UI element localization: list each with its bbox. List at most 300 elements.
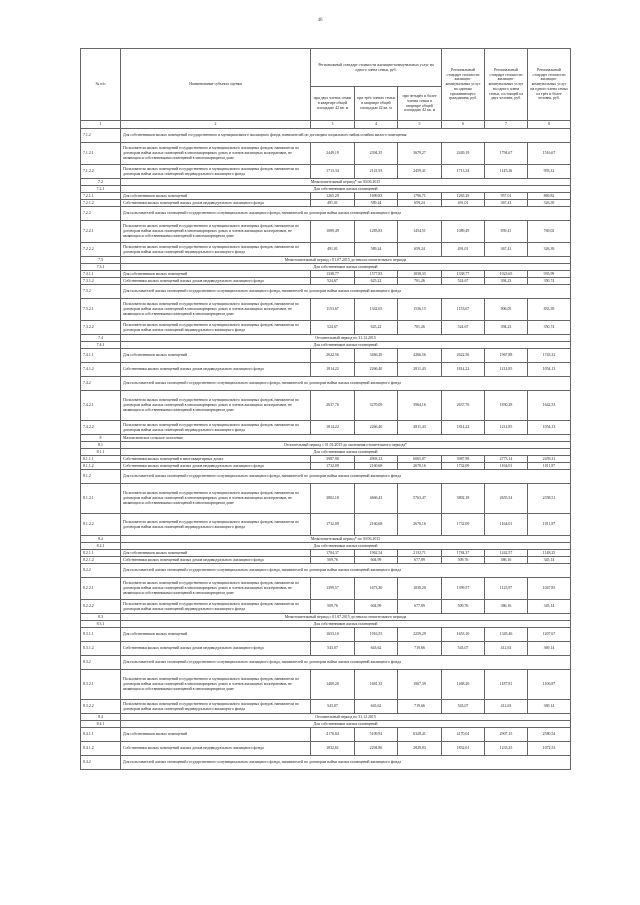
row-code: 8.2.2.1 (81, 578, 121, 600)
section-title: Отопительный период по 31.12.2015 (121, 335, 571, 342)
row-value: 4903,13 (355, 456, 398, 463)
row-code: 7.2 (81, 179, 121, 186)
row-value: 1399,57 (442, 578, 485, 600)
note-text: Для пользователей жилых помещений государственного и муниципального жилищного фонда, нанимателей по договорам найма жилых помещений жилищного фонда (121, 756, 571, 770)
row-label: Пользователи жилых помещений государственного и муниципального жилищных фондов, наниматели по договорам найма жилых помещений в многоквартирных домах и членов жилищных кооперативов, не являющихся собственниками помещений в многоквартирном доме (121, 670, 311, 700)
row-value: 3987,98 (442, 456, 485, 463)
row-code: 7.4.2.2 (81, 421, 121, 435)
row-code: 8.2.1.1 (81, 550, 121, 557)
row-label: Пользователи жилых помещений государственного и муниципального жилищных фондов, наниматели по договорам найма жилых помещений в многоквартирных домах и членов жилищных кооперативов, не являющихся собственниками помещений в многоквартирном доме (121, 143, 311, 165)
row-value: 350,74 (528, 278, 571, 285)
row-code: 8.3 (81, 614, 121, 621)
row-label: Для собственников жилых помещений (121, 193, 311, 200)
row-value: 4170,04 (311, 728, 355, 742)
col-header-8: Региональный стандарт стоимости жилищно-коммунальных услуг на одного члена семьи из трёх и более человек, руб. (528, 49, 571, 121)
row-value: 1338,77 (442, 271, 485, 278)
row-value: 543,07 (311, 642, 355, 656)
row-code: 7.3.2.2 (81, 321, 121, 335)
row-value: 1454,51 (398, 221, 442, 243)
table-row (81, 700, 571, 714)
table-body (81, 129, 571, 770)
note-text: Для собственников жилых помещений государственного и муниципального жилищного фонда, нанимателей по договорам социального найма и найма жилого помещения (121, 129, 571, 143)
row-value: 2358,51 (528, 484, 571, 514)
row-value: 345,14 (528, 557, 571, 564)
col-index: 6 (442, 121, 485, 129)
row-label: Собственники жилых помещений в многоквартирных домах (121, 456, 311, 463)
row-value: 1642,53 (528, 391, 571, 421)
row-value: 5109,92 (355, 728, 398, 742)
row-value: 524,67 (311, 321, 355, 335)
row-label: Пользователи жилых помещений государственного и муниципального жилищных фондов, наниматели по договорам найма жилых помещений в многоквартирных домах и членов жилищных кооперативов, не являющихся собственниками помещений в многоквартирном доме (121, 391, 311, 421)
row-value: 1089,49 (311, 221, 355, 243)
section-row (81, 264, 571, 271)
table-row (81, 321, 571, 335)
col-index: 4 (355, 121, 398, 129)
row-value: 719,66 (398, 700, 442, 714)
row-code: 8.2.1.2 (81, 557, 121, 564)
row-value: 1468,20 (442, 670, 485, 700)
row-value: 625,22 (355, 278, 398, 285)
row-label: Для собственников жилых помещений (121, 628, 311, 642)
row-value: 2459,41 (398, 165, 442, 179)
row-value: 1784,37 (311, 550, 355, 557)
row-value: 394,23 (485, 321, 528, 335)
row-label: Для собственников жилых помещений (121, 550, 311, 557)
section-row (81, 342, 571, 349)
row-value: 1242,57 (485, 550, 528, 557)
row-value: 1814,22 (311, 363, 355, 377)
row-code: 7.4.1.1 (81, 349, 121, 363)
row-label: Пользователи жилых помещений государственного и муниципального жилищных фондов, наниматели по договорам найма жилых помещений индивидуального жилищного фонда (121, 321, 311, 335)
row-label: Для собственников жилых помещений (121, 271, 311, 278)
section-row (81, 543, 571, 550)
row-value: 2773,14 (485, 456, 528, 463)
note-text: Для пользователей жилых помещений государственного и муниципального жилищного фонда, нанимателей по договорам найма жилых помещений жилищного фонда (121, 207, 571, 221)
row-value: 1283,83 (355, 221, 398, 243)
note-text: Для пользователей жилых помещений государственного и муниципального жилищного фонда, нанимателей по договорам найма жилых помещений жилищного фонда (121, 377, 571, 391)
row-value: 491,01 (311, 200, 355, 207)
row-value: 1796,71 (398, 193, 442, 200)
table-row (81, 484, 571, 514)
row-value: 1072,53 (528, 742, 571, 756)
row-code: 8.2.2.2 (81, 600, 121, 614)
row-value: 1732,09 (311, 463, 355, 470)
table-row (81, 271, 571, 278)
row-value: 1345,46 (485, 628, 528, 642)
row-code: 8.1.2.2 (81, 514, 121, 536)
row-value: 1673,30 (355, 578, 398, 600)
row-value: 2637,76 (442, 391, 485, 421)
row-value: 386,16 (485, 557, 528, 564)
row-value: 604,99 (355, 600, 398, 614)
row-code: 7.3.2 (81, 285, 121, 299)
row-value: 2160,68 (355, 514, 398, 536)
row-label: Для собственников жилых помещений (121, 728, 311, 742)
note-row (81, 656, 571, 670)
row-value: 345,14 (528, 600, 571, 614)
row-value: 2622,56 (442, 349, 485, 363)
row-value: 394,23 (485, 278, 528, 285)
row-code: 8.2.2 (81, 564, 121, 578)
section-row (81, 186, 571, 193)
row-label: Собственники жилых помещений жилых домов индивидуального жилищного фонда (121, 463, 311, 470)
col-header-6: Региональный стандарт стоимости жилищно-коммунальных услуг на одиноко проживающего гражданина, руб. (442, 49, 485, 121)
row-code: 8.3.2.2 (81, 700, 121, 714)
col-index: 7 (485, 121, 528, 129)
row-value: 509,76 (311, 600, 355, 614)
col-index: 2 (121, 121, 311, 129)
row-value: 1732,09 (442, 463, 485, 470)
row-value: 604,99 (355, 557, 398, 564)
row-value: 3466,29 (355, 349, 398, 363)
col-header-number: № п/п (81, 49, 121, 121)
row-value: 3802,18 (311, 484, 355, 514)
table-row (81, 200, 571, 207)
row-value: 659,24 (398, 200, 442, 207)
row-label: Пользователи жилых помещений государственного и муниципального жилищных фондов, наниматели по договорам найма жилых помещений индивидуального жилищного фонда (121, 243, 311, 257)
row-value: 386,16 (485, 600, 528, 614)
table-row (81, 243, 571, 257)
row-label: Пользователи жилых помещений государственного и муниципального жилищных фондов, наниматели по договорам найма жилых помещений индивидуального жилищного фонда (121, 600, 311, 614)
section-row (81, 335, 571, 342)
note-text: Для пользователей жилых помещений государственного и муниципального жилищного фонда, нанимателей по договорам найма жилых помещений жилищного фонда (121, 285, 571, 299)
row-label: Пользователи жилых помещений государственного и муниципального жилищных фондов, наниматели по договорам найма жилых помещений в многоквартирных домах и членов жилищных кооперативов, не являющихся собственниками помещений в многоквартирном доме (121, 221, 311, 243)
row-value: 4170,04 (442, 728, 485, 742)
section-title: Межотопительный период* по 30.06.2015 (121, 179, 571, 186)
section-title: Для собственников жилых помещений (121, 449, 571, 456)
row-code: 7.4.1 (81, 342, 121, 349)
row-value: 701,26 (398, 278, 442, 285)
note-row (81, 377, 571, 391)
row-label: Пользователи жилых помещений государственного и муниципального жилищных фондов, наниматели по договорам найма жилых помещений индивидуального жилищного фонда (121, 700, 311, 714)
section-row (81, 442, 571, 449)
row-code: 8.4.1 (81, 721, 121, 728)
col-index: 5 (398, 121, 442, 129)
row-code: 7.4.2 (81, 377, 121, 391)
note-row (81, 564, 571, 578)
row-code: 8.3.1 (81, 621, 121, 628)
row-value: 1214,85 (485, 363, 528, 377)
row-label: Пользователи жилых помещений государственного и муниципального жилищных фондов, наниматели по договорам найма жилых помещений в многоквартирных домах и членов жилищных кооперативов, не являющихся собственниками помещений в многоквартирном доме (121, 299, 311, 321)
row-value: 509,76 (442, 557, 485, 564)
table-row (81, 221, 571, 243)
row-value: 1681,35 (355, 670, 398, 700)
row-value: 2459,31 (528, 456, 571, 463)
table-row (81, 514, 571, 536)
row-label: Пользователи жилых помещений государственного и муниципального жилищных фондов, наниматели по договорам найма жилых помещений индивидуального жилищного фонда (121, 514, 311, 536)
row-value: 4266,56 (398, 349, 442, 363)
row-code: 8.1.1.2 (81, 463, 121, 470)
row-value: 2294,86 (355, 742, 398, 756)
row-value: 350,74 (528, 321, 571, 335)
row-value: 719,66 (398, 642, 442, 656)
note-text: Для пользователей жилых помещений государственного и муниципального жилищного фонда, нанимателей по договорам найма жилых помещений жилищного фонда (121, 470, 571, 484)
row-value: 6328,41 (398, 728, 442, 742)
row-value: 1233,25 (485, 742, 528, 756)
row-label: Собственники жилых помещений жилых домов индивидуального жилищного фонда (121, 742, 311, 756)
note-row (81, 756, 571, 770)
row-label: Пользователи жилых помещений государственного и муниципального жилищных фондов, наниматели по договорам найма жилых помещений индивидуального жилищного фонда (121, 165, 311, 179)
row-value: 677,89 (398, 600, 442, 614)
table-row (81, 421, 571, 435)
row-code: 8.3.1.2 (81, 642, 121, 656)
row-value: 1047,85 (528, 578, 571, 600)
table-row (81, 349, 571, 363)
row-value: 1106,87 (528, 670, 571, 700)
row-value: 1214,85 (485, 421, 528, 435)
row-value: 3270,09 (355, 391, 398, 421)
row-code: 8.2 (81, 536, 121, 543)
row-value: 524,67 (311, 278, 355, 285)
row-value: 491,01 (311, 243, 355, 257)
row-value: 839,41 (485, 221, 528, 243)
table-row (81, 550, 571, 557)
row-value: 833,39 (528, 299, 571, 321)
row-value: 367,41 (485, 200, 528, 207)
row-value: 589,24 (355, 200, 398, 207)
row-value: 524,67 (442, 278, 485, 285)
row-value: 2655,54 (485, 484, 528, 514)
table-row (81, 742, 571, 756)
row-value: 3987,98 (311, 456, 355, 463)
row-code: 7.2.1.2 (81, 200, 121, 207)
row-value: 1967,88 (485, 349, 528, 363)
row-value: 589,24 (355, 243, 398, 257)
section-row (81, 536, 571, 543)
row-value: 1577,83 (355, 271, 398, 278)
row-code: 7.2.2.2 (81, 243, 121, 257)
row-value: 1732,09 (311, 514, 355, 536)
row-value: 1207,67 (528, 628, 571, 642)
row-code: 8.1.2 (81, 470, 121, 484)
section-title: Для собственников жилых помещений (121, 621, 571, 628)
row-value: 1814,22 (311, 421, 355, 435)
section-title: Для собственников жилых помещений (121, 543, 571, 550)
row-value: 1516,67 (528, 143, 571, 165)
table-row (81, 299, 571, 321)
note-text: Для пользователей жилых помещений государственного и муниципального жилищного фонда, нанимателей по договорам найма жилых помещений жилищного фонда (121, 564, 571, 578)
row-value: 509,76 (311, 557, 355, 564)
row-value: 1713,34 (311, 165, 355, 179)
section-title: Отопительный период по 31.12.2015 (121, 714, 571, 721)
row-value: 369,14 (528, 642, 571, 656)
section-row (81, 714, 571, 721)
row-value: 625,22 (355, 321, 398, 335)
note-row (81, 129, 571, 143)
row-value: 769,02 (528, 221, 571, 243)
row-value: 1916,55 (355, 628, 398, 642)
row-value: 1794,67 (485, 143, 528, 165)
row-value: 543,07 (442, 700, 485, 714)
row-value: 1153,67 (311, 299, 355, 321)
row-value: 2141,93 (355, 165, 398, 179)
row-code: 7.2.2.1 (81, 221, 121, 243)
row-value: 524,67 (442, 321, 485, 335)
row-value: 3679,27 (398, 143, 442, 165)
table-row (81, 456, 571, 463)
row-value: 6065,87 (398, 456, 442, 463)
row-code: 8.1.1.1 (81, 456, 121, 463)
section-row (81, 449, 571, 456)
row-value: 1164,01 (485, 463, 528, 470)
table-row (81, 463, 571, 470)
row-code: 7.4 (81, 335, 121, 342)
row-value: 2829,83 (398, 742, 442, 756)
row-value: 1338,77 (311, 271, 355, 278)
row-value: 2622,56 (311, 349, 355, 363)
row-value: 1054,13 (528, 363, 571, 377)
row-value: 2811,43 (398, 363, 442, 377)
row-value: 2394,35 (355, 143, 398, 165)
row-value: 3802,18 (442, 484, 485, 514)
table-row (81, 363, 571, 377)
row-value: 1732,09 (442, 514, 485, 536)
section-title: Для собственников жилых помещений (121, 342, 571, 349)
row-value: 2266,40 (355, 363, 398, 377)
page-number: 46 (317, 18, 323, 23)
row-value: 412,63 (485, 642, 528, 656)
row-code: 7.3.1.2 (81, 278, 121, 285)
row-value: 659,24 (398, 243, 442, 257)
section-title: Для собственников жилых помещений (121, 264, 571, 271)
row-value: 1011,87 (528, 463, 571, 470)
row-value: 2811,43 (398, 421, 442, 435)
section-title: Межотопительный период с 01.07.2015 до начала отопительного периода (121, 257, 571, 264)
section-row (81, 257, 571, 264)
row-value: 1187,81 (485, 670, 528, 700)
row-value: 1153,67 (442, 299, 485, 321)
row-code: 8.1 (81, 442, 121, 449)
row-value: 1265,29 (311, 193, 355, 200)
row-value: 677,89 (398, 557, 442, 564)
row-value: 1399,57 (311, 578, 355, 600)
row-value: 2637,76 (311, 391, 355, 421)
row-value: 1054,13 (528, 421, 571, 435)
table-row (81, 578, 571, 600)
row-code: 7.3.1.1 (81, 271, 121, 278)
row-value: 1265,29 (442, 193, 485, 200)
table-row (81, 391, 571, 421)
section-title: Для собственников жилых помещений (121, 186, 571, 193)
row-value: 1536,15 (398, 299, 442, 321)
standards-table (80, 48, 571, 770)
row-code: 7.3 (81, 257, 121, 264)
table-row (81, 278, 571, 285)
row-value: 1814,22 (442, 421, 485, 435)
row-code: 7.1.2.2 (81, 165, 121, 179)
note-row (81, 285, 571, 299)
row-code: 8 (81, 435, 121, 442)
row-code: 8.3.2 (81, 656, 121, 670)
table-row (81, 165, 571, 179)
row-label: Собственники жилых помещений жилых домов индивидуального жилищного фонда (121, 642, 311, 656)
row-value: 1699,83 (355, 193, 398, 200)
row-code: 8.4.2 (81, 756, 121, 770)
row-value: 1830,20 (398, 578, 442, 600)
row-value: 1023,65 (485, 271, 528, 278)
row-value: 367,41 (485, 243, 528, 257)
row-value: 935,99 (528, 271, 571, 278)
row-value: 2259,29 (398, 628, 442, 642)
row-value: 701,26 (398, 321, 442, 335)
row-code: 7.4.1.2 (81, 363, 121, 377)
row-code: 7.3.2.1 (81, 299, 121, 321)
table-row (81, 728, 571, 742)
row-value: 1832,61 (442, 742, 485, 756)
row-value: 1838,35 (398, 271, 442, 278)
row-value: 1967,39 (398, 670, 442, 700)
row-value: 2907,15 (485, 728, 528, 742)
row-value: 1468,20 (311, 670, 355, 700)
row-value: 412,63 (485, 700, 528, 714)
table-row (81, 670, 571, 700)
section-title: Для собственников жилых помещений (121, 721, 571, 728)
row-value: 491,01 (442, 200, 485, 207)
row-value: 1713,34 (442, 165, 485, 179)
row-value: 326,39 (528, 200, 571, 207)
row-value: 1148,25 (528, 550, 571, 557)
col-header-5: при четырёх и более членах семьи в квартире общей площадью 42 кв. м (398, 87, 442, 121)
row-code: 8.3.1.1 (81, 628, 121, 642)
section-row (81, 614, 571, 621)
col-index: 8 (528, 121, 571, 129)
section-title: Межотопительный период* по 30.06.2015 (121, 536, 571, 543)
table-row (81, 143, 571, 165)
row-label: Пользователи жилых помещений государственного и муниципального жилищных фондов, наниматели по договорам найма жилых помещений индивидуального жилищного фонда (121, 421, 311, 435)
section-row (81, 179, 571, 186)
row-value: 491,01 (442, 243, 485, 257)
row-value: 643,62 (355, 642, 398, 656)
row-value: 2266,40 (355, 421, 398, 435)
row-code: 8.1.2.1 (81, 484, 121, 514)
note-row (81, 470, 571, 484)
row-code: 8.3.2.1 (81, 670, 121, 700)
row-label: Пользователи жилых помещений государственного и муниципального жилищных фондов, наниматели по договорам найма жилых помещений в многоквартирных домах и членов жилищных кооперативов, не являющихся собственниками помещений в многоквартирном доме (121, 484, 311, 514)
row-label: Собственники жилых помещений жилых домов индивидуального жилищного фонда (121, 363, 311, 377)
row-value: 2449,19 (311, 143, 355, 165)
row-code: 8.1.1 (81, 449, 121, 456)
row-value: 2678,16 (398, 463, 442, 470)
row-code: 8.2.1 (81, 543, 121, 550)
row-value: 1743,32 (528, 349, 571, 363)
row-label: Собственники жилых помещений жилых домов индивидуального жилищного фонда (121, 278, 311, 285)
note-text: Для пользователей жилых помещений государственного и муниципального жилищного фонда, нанимателей по договорам найма жилых помещений жилищного фонда (121, 656, 571, 670)
row-label: Для собственников жилых помещений (121, 349, 311, 363)
row-value: 3964,16 (398, 391, 442, 421)
row-value: 543,07 (442, 642, 485, 656)
row-value: 2132,71 (398, 550, 442, 557)
row-value: 2678,16 (398, 514, 442, 536)
row-value: 1653,10 (442, 628, 485, 642)
row-value: 1962,54 (355, 550, 398, 557)
section-row (81, 621, 571, 628)
col-index: 1 (81, 121, 121, 129)
row-label: Собственники жилых помещений жилых домов индивидуального жилищного фонда (121, 200, 311, 207)
section-title: Отопительный период с 01.01.2015 до окончания отопительного периода* (121, 442, 571, 449)
section-title: Малоисменское сельское поселение (121, 435, 571, 442)
col-header-group: Региональный стандарт стоимости жилищно-коммунальных услуг на одного члена семьи, руб. (311, 49, 442, 87)
row-value: 643,62 (355, 700, 398, 714)
row-code: 7.1.2.1 (81, 143, 121, 165)
row-value: 1832,61 (311, 742, 355, 756)
row-code: 7.2.2 (81, 207, 121, 221)
row-value: 1784,37 (442, 550, 485, 557)
table-row (81, 193, 571, 200)
row-value: 1011,87 (528, 514, 571, 536)
row-value: 1830,28 (485, 391, 528, 421)
settlement-heading-row (81, 435, 571, 442)
row-code: 8.4.1.1 (81, 728, 121, 742)
